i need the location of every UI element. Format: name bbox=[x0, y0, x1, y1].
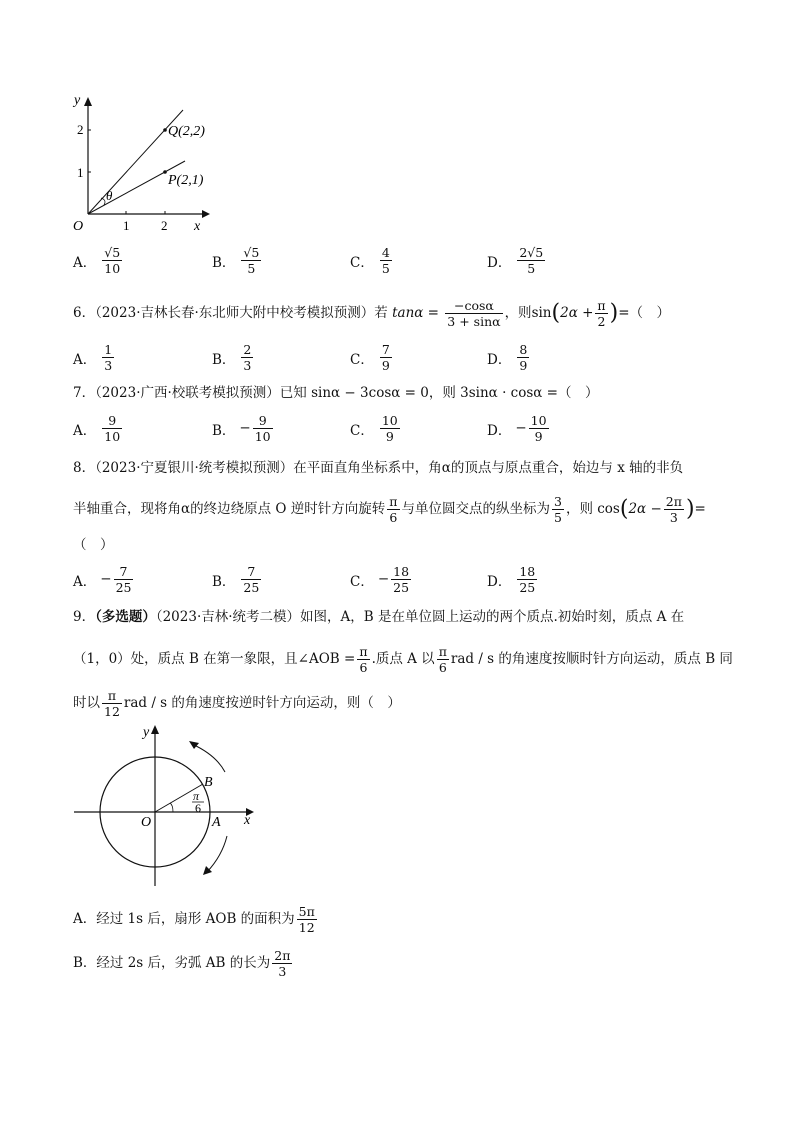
q7-option-d[interactable]: D． − $\frac{10}{9}$ bbox=[487, 413, 547, 444]
q8-option-b[interactable]: B． $\frac{7}{25}$ bbox=[212, 564, 260, 595]
tick-y1: 1 bbox=[77, 165, 84, 180]
q5-option-d[interactable]: D． $\frac{2√5}{5}$ bbox=[487, 245, 544, 276]
q7-option-b[interactable]: B． − $\frac{9}{10}$ bbox=[212, 413, 271, 444]
q8-option-c[interactable]: C． − $\frac{18}{25}$ bbox=[350, 564, 410, 595]
q8-option-d[interactable]: D． $\frac{18}{25}$ bbox=[487, 564, 536, 595]
origin-label: O bbox=[73, 219, 84, 234]
q5-option-a[interactable]: A． $\frac{√5}{10}$ bbox=[73, 245, 121, 276]
q9-option-b[interactable]: B．经过 2s 后，劣弧 AB 的长为 $\frac{2\pi}{3}$ bbox=[73, 948, 291, 979]
q6-option-a[interactable]: A． $\frac{1}{3}$ bbox=[73, 342, 113, 373]
q6-option-b[interactable]: B． $\frac{2}{3}$ bbox=[212, 342, 252, 373]
tick-y2: 2 bbox=[77, 122, 84, 137]
q8-stem-line2: 半轴重合，现将角α的终边绕原点 O 逆时针方向旋转 $\frac{\pi}{6}$ 与单位圆交点的纵坐标为 $\frac{3}{5}$ ，则 cos(2α − $\frac{2\pi}{3}$ )= bbox=[73, 494, 706, 525]
point-a-label: A bbox=[212, 815, 221, 830]
tick-x1: 1 bbox=[123, 218, 130, 233]
q7-stem: 7．（2023·广西·校联考模拟预测）已知 sinα − 3cosα = 0，则 3sinα · cosα =（ ） bbox=[73, 385, 599, 401]
point-q-dot bbox=[163, 128, 167, 132]
angle-den: 6 bbox=[195, 801, 201, 815]
q9-stem-line1: 9．（多选题）（2023·吉林·统考二模）如图，A，B 是在单位圆上运动的两个质点.初始时刻，质点 A 在 bbox=[73, 609, 685, 625]
q6-option-c[interactable]: C． $\frac{7}{9}$ bbox=[350, 342, 390, 373]
point-q-label: Q(2,2) bbox=[168, 124, 205, 139]
x-axis-label: x bbox=[244, 813, 251, 828]
q7-option-a[interactable]: A． $\frac{9}{10}$ bbox=[73, 413, 121, 444]
point-p-dot bbox=[163, 170, 167, 174]
arrowhead-top bbox=[189, 741, 199, 749]
q8-stem-line3: （ ） bbox=[73, 537, 114, 553]
arrow-arc-counterclockwise bbox=[192, 744, 225, 772]
point-b-label: B bbox=[204, 775, 213, 790]
y-axis-arrow bbox=[151, 725, 159, 734]
angle-arc bbox=[170, 803, 173, 812]
q5-option-b[interactable]: B． $\frac{√5}{5}$ bbox=[212, 245, 260, 276]
q9-stem-line2: （1，0）处，质点 B 在第一象限，且∠AOB = $\frac{\pi}{6}$ .质点 A 以 $\frac{\pi}{6}$ rad / s 的角速度按顺时针方向运动，质点 B 同 bbox=[73, 644, 733, 675]
q7-option-c[interactable]: C． $\frac{10}{9}$ bbox=[350, 413, 398, 444]
tick-x2: 2 bbox=[161, 218, 168, 233]
y-axis-label: y bbox=[74, 93, 81, 108]
q6-stem: 6．（2023·吉林长春·东北师大附中校考模拟预测）若 tanα = $\frac{-\cos\alpha}{3 + \sin\alpha}$ ，则sin(2α + $\frac{\pi}{2}$ )=（ ） bbox=[73, 298, 671, 329]
angle-label: θ bbox=[106, 188, 113, 203]
x-axis-label: x bbox=[194, 219, 201, 234]
q5-option-c[interactable]: C． $\frac{4}{5}$ bbox=[350, 245, 390, 276]
y-axis-label: y bbox=[143, 725, 150, 740]
q9-stem-line3: 时以 $\frac{\pi}{12}$ rad / s 的角速度按逆时针方向运动，则（ ） bbox=[73, 688, 401, 719]
point-p-label: P(2,1) bbox=[168, 173, 204, 188]
x-axis-arrow bbox=[202, 210, 210, 218]
figure-angle-diagram bbox=[68, 92, 228, 237]
figure-unit-circle bbox=[70, 720, 270, 890]
q8-option-a[interactable]: A． − $\frac{7}{25}$ bbox=[73, 564, 132, 595]
q9-option-a[interactable]: A．经过 1s 后，扇形 AOB 的面积为 $\frac{5\pi}{12}$ bbox=[73, 904, 315, 935]
q8-stem-line1: 8．（2023·宁夏银川·统考模拟预测）在平面直角坐标系中，角α的顶点与原点重合，始边与 x 轴的非负 bbox=[73, 460, 684, 476]
y-axis-arrow bbox=[84, 97, 92, 106]
origin-label: O bbox=[141, 815, 152, 830]
angle-num: π bbox=[193, 789, 200, 803]
q6-option-d[interactable]: D． $\frac{8}{9}$ bbox=[487, 342, 528, 373]
arrow-arc-clockwise bbox=[207, 836, 227, 872]
